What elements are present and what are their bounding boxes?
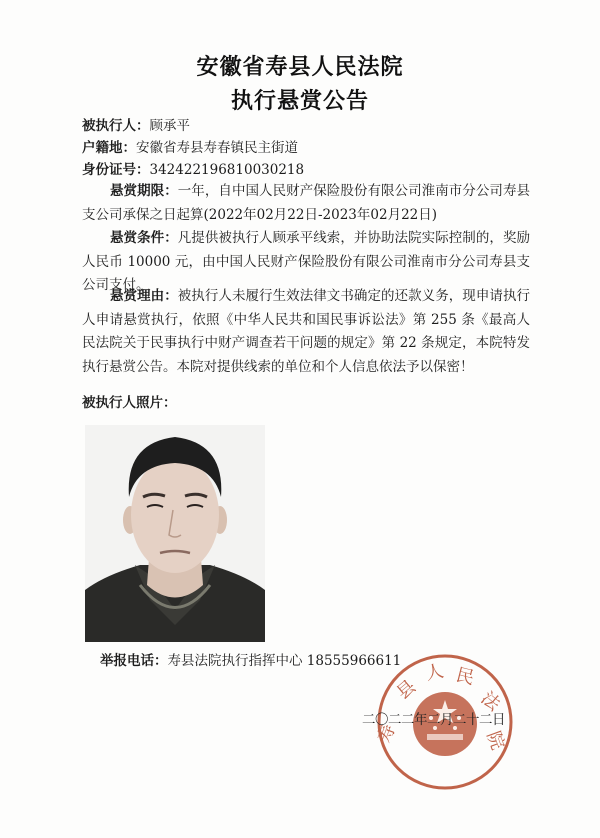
svg-text:寿: 寿: [375, 721, 400, 746]
residence-field: [82, 138, 298, 158]
reason-label: 悬赏理由：: [110, 288, 178, 304]
svg-text:人: 人: [423, 660, 446, 685]
id-field: [82, 160, 304, 180]
svg-text:民: 民: [453, 664, 477, 690]
report-text: 寿县法院执行指挥中心 18555966611: [167, 653, 402, 669]
period-paragraph: [82, 180, 530, 227]
condition-label: 悬赏条件：: [110, 230, 178, 246]
svg-text:院: 院: [482, 728, 509, 753]
notice-title: 执行悬赏公告: [230, 89, 369, 114]
person-value: 顾承平: [149, 118, 190, 134]
photo-label: 被执行人照片：: [82, 395, 177, 411]
residence-label: 户籍地：: [82, 140, 136, 156]
id-label: 身份证号：: [82, 162, 150, 178]
reason-paragraph: [82, 285, 530, 379]
period-text: 一年，自中国人民财产保险股份有限公司淮南市分公司寿县支公司承保之日起算(2022年02月22日-2023年02月22日): [82, 183, 530, 223]
period-label: 悬赏期限：: [110, 183, 178, 199]
person-field: [82, 116, 190, 136]
court-name-title: 安徽省寿县人民法院: [196, 55, 404, 80]
reason-text: 被执行人未履行生效法律文书确定的还款义务，现申请执行人申请悬赏执行，依照《中华人民共和国民事诉讼法》第 255 条《最高人民法院关于民事执行中财产调查若干问题的规定》第 22 条规定，本院特发执行悬赏公告。本院对提供线索的单位和个人信息依法予以保密！: [82, 288, 530, 375]
report-phone-line: [100, 649, 401, 669]
id-value: 342422196810030218: [149, 162, 305, 178]
report-label: 举报电话：: [100, 653, 168, 669]
residence-value: 安徽省寿县寿春镇民主街道: [136, 140, 298, 156]
notice-date: 二〇二二年二月二十二日: [362, 712, 505, 728]
person-photo: [85, 425, 265, 642]
svg-text:县: 县: [392, 676, 421, 704]
person-label: 被执行人：: [82, 118, 150, 134]
person-portrait-icon: [85, 425, 265, 642]
svg-text:法: 法: [476, 687, 505, 716]
condition-text: 凡提供被执行人顾承平线索，并协助法院实际控制的，奖励人民币 10000 元，由中国人民财产保险股份有限公司淮南市分公司寿县支公司支付。: [82, 230, 530, 293]
